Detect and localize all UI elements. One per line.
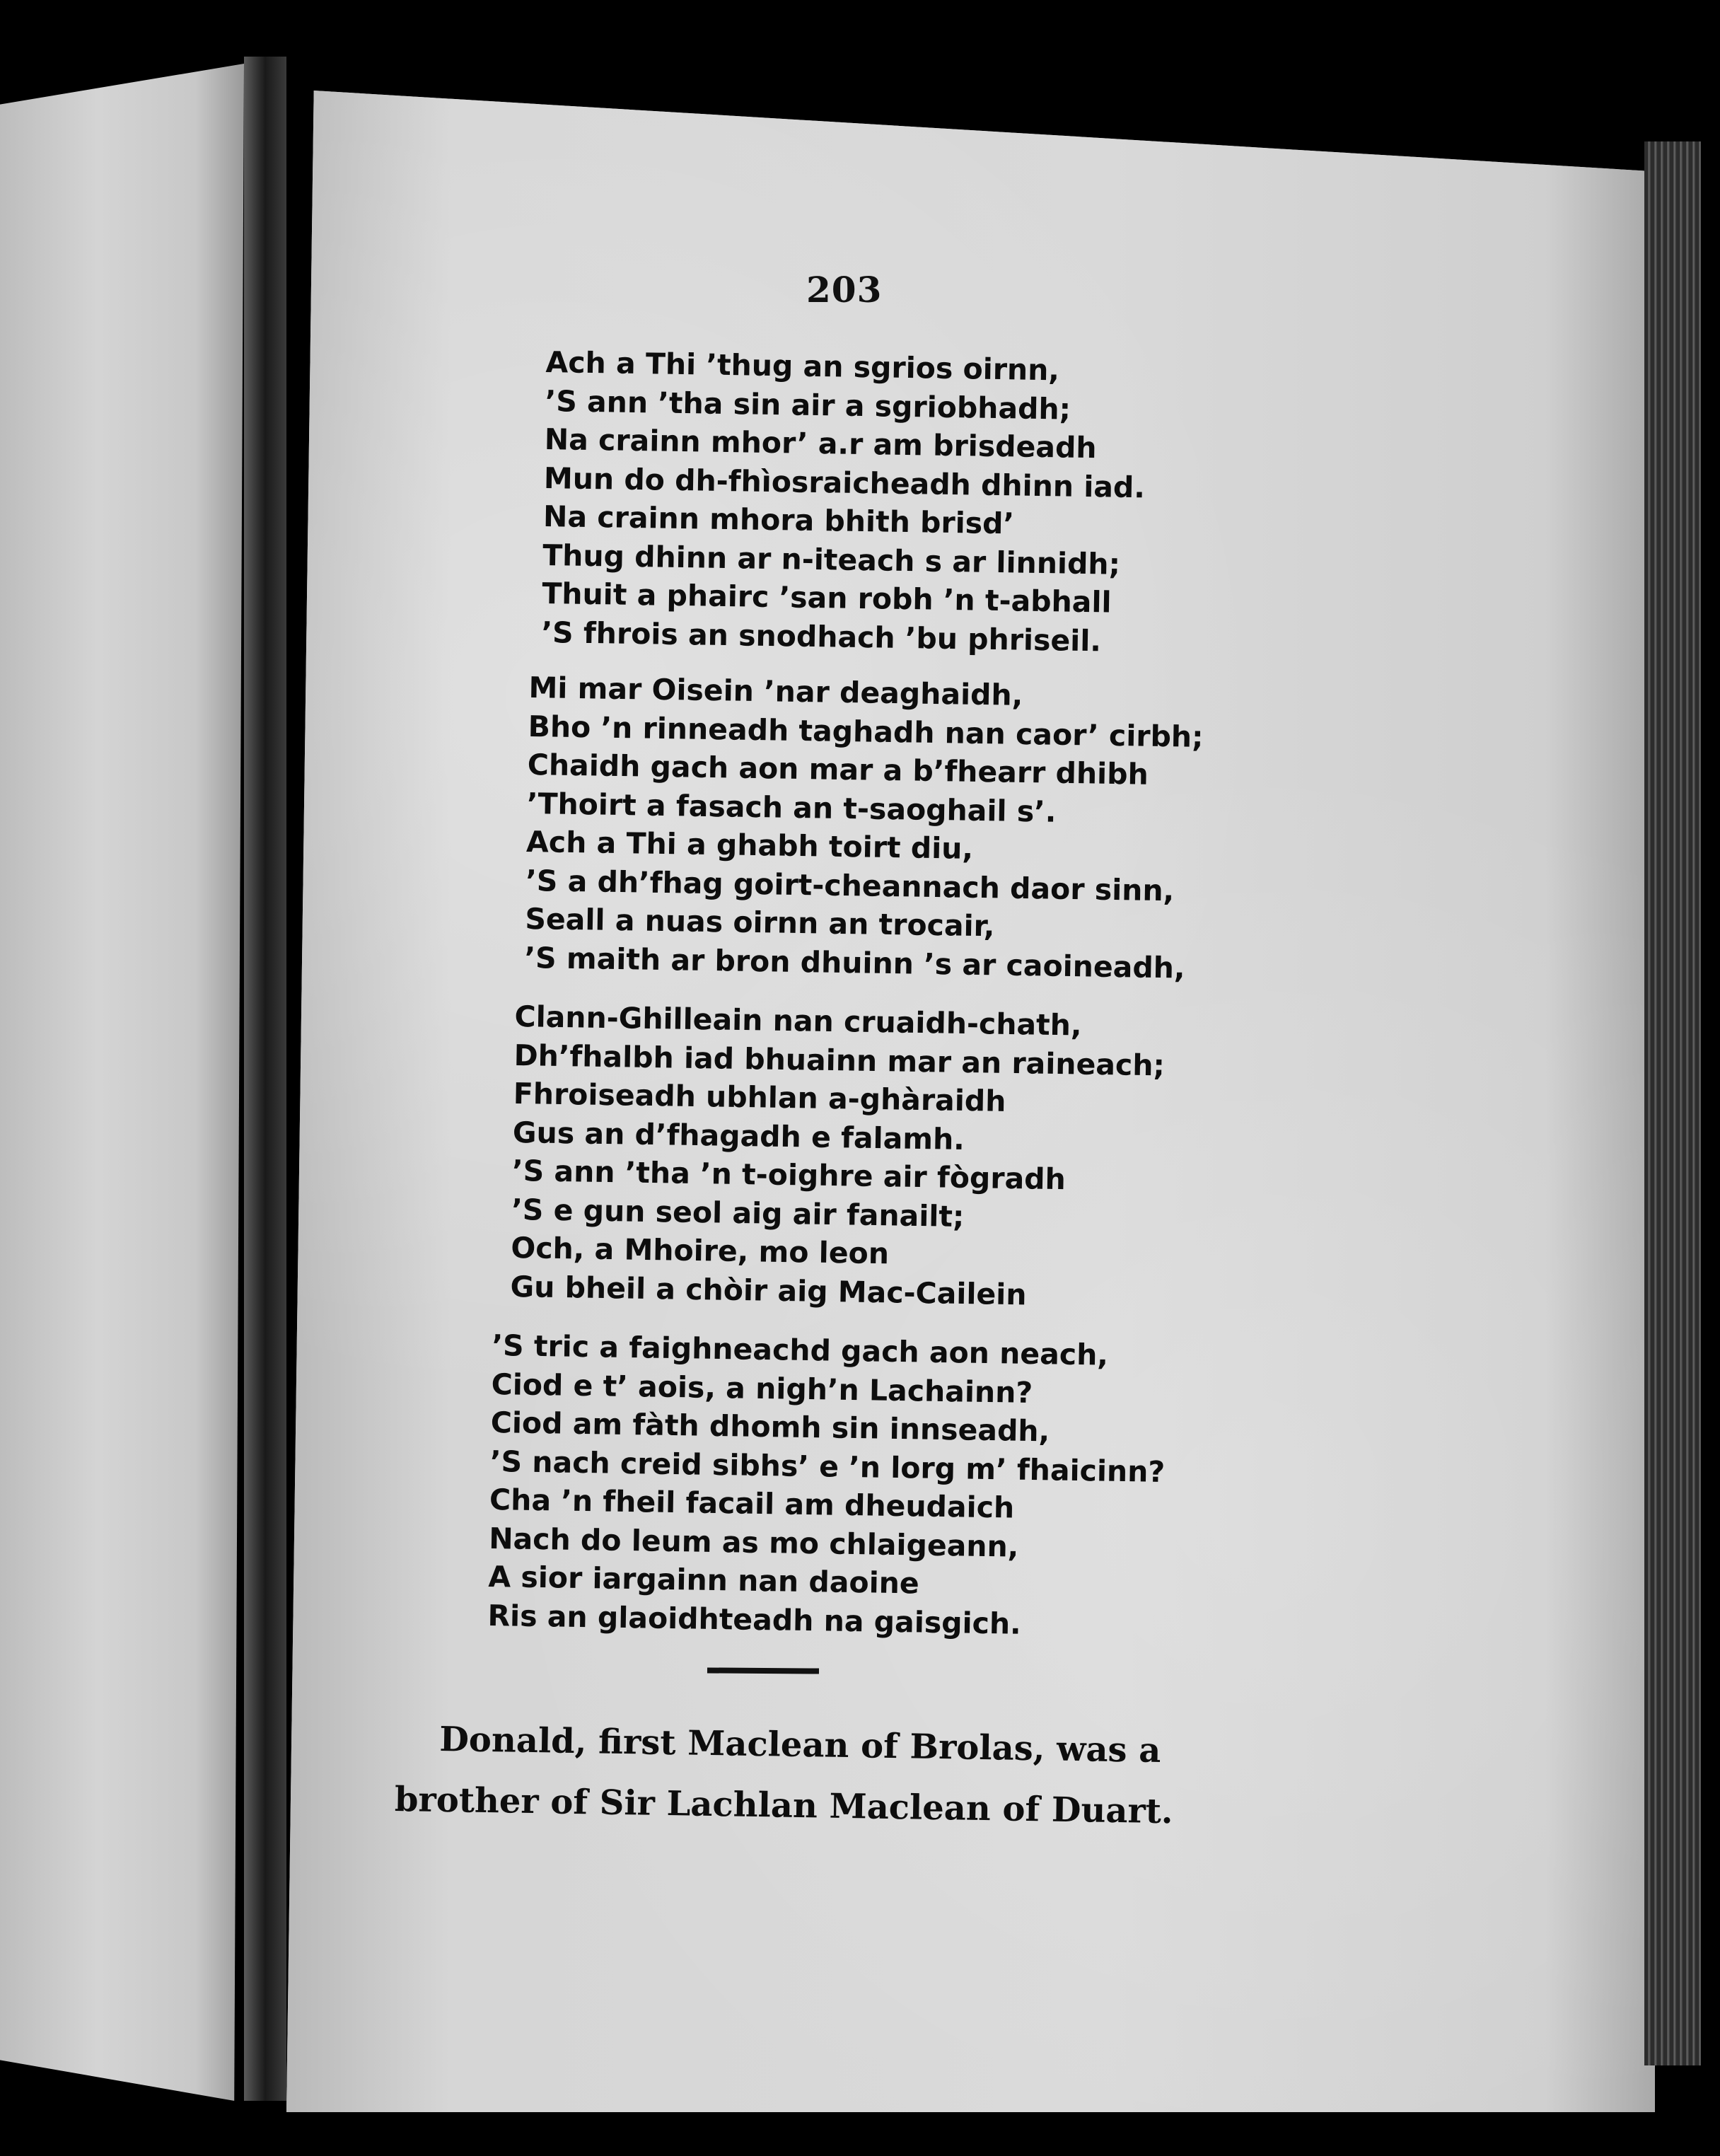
verse-line: ’S ann ’tha ’n t-oighre air fògradh [511, 1153, 1067, 1197]
verse-line: Mi mar Oisein ’nar deaghaidh, [528, 670, 1023, 712]
stanza-3 [510, 997, 1166, 1316]
verse-line: Ris an glaoidhteadh na gaisgich. [487, 1598, 1022, 1641]
book-gutter [244, 57, 286, 2101]
verse-line: Thug dhinn ar n-iteach s ar linnidh; [542, 538, 1121, 581]
verse-line: Seall a nuas oirnn an trocair, [525, 901, 995, 944]
verse-line: ’S fhrois an snodhach ’bu phriseil. [541, 615, 1102, 658]
stanza-4 [487, 1326, 1167, 1645]
verse-line: Bho ’n rinneadh taghadh nan caor’ cirbh; [528, 709, 1204, 754]
verse-line: ’S a dh’fhag goirt-cheannach daor sinn, [525, 863, 1175, 908]
verse-line: A sior iargainn nan daoine [488, 1559, 920, 1601]
verse-line: Nach do leum as mo chlaigeann, [488, 1521, 1019, 1564]
facing-page [0, 64, 244, 2101]
verse-line: Ciod am fàth dhomh sin innseadh, [490, 1405, 1050, 1449]
verse-line: ’S maith ar bron dhuinn ’s ar caoineadh, [524, 940, 1185, 985]
stanza-2 [524, 668, 1204, 987]
verse-line: Chaidh gach aon mar a b’fhearr dhibh [527, 747, 1149, 792]
verse-line: Thuit a phairc ’san robh ’n t-abhall [542, 576, 1112, 620]
footnote [394, 1708, 1174, 1842]
verse-line: Mun do dh-fhìosraicheadh dhinn iad. [543, 460, 1146, 504]
verse-line: Ciod e t’ aois, a nigh’n Lachainn? [491, 1367, 1033, 1410]
verse-line: Fhroiseadh ubhlan a-ghàraidh [513, 1076, 1006, 1118]
verse-line: Gu bheil a chòir aig Mac-Cailein [510, 1269, 1027, 1311]
page-number: 203 [806, 269, 883, 311]
verse-line: Och, a Mhoire, mo leon [511, 1230, 890, 1271]
verse-line: Na crainn mhora bhith brisd’ [542, 499, 1015, 541]
verse-line: Ach a Thi ’thug an sgrios oirnn, [545, 344, 1060, 388]
verse-line: ’S e gun seol aig air fanailt; [511, 1192, 965, 1234]
verse-line: Clann-Ghilleain nan cruaidh-chath, [514, 999, 1082, 1043]
verse-line: ’S ann ’tha sin air a sgriobhadh; [545, 383, 1071, 427]
verse-line: ’S nach creid sibhs’ e ’n lorg m’ fhaicinn? [489, 1444, 1166, 1489]
verse-line: Ach a Thi a ghabh toirt diu, [525, 824, 974, 866]
section-divider [707, 1667, 819, 1674]
footnote-line: Donald, first Maclean of Brolas, was a [438, 1719, 1161, 1770]
page-edges [1644, 141, 1701, 2065]
verse-line: Dh’fhalbh iad bhuainn mar an raineach; [513, 1038, 1166, 1082]
verse-line: Na crainn mhor’ a.r am brisdeadh [544, 422, 1097, 465]
verse-line: Cha ’n fheil facail am dheudaich [489, 1482, 1015, 1525]
verse-line: ’Thoirt a fasach an t-saoghail s’. [526, 786, 1057, 829]
stanza-1 [541, 343, 1147, 661]
footnote-line: brother of Sir Lachlan Maclean of Duart. [394, 1779, 1174, 1832]
verse-line: ’S tric a faighneachd gach aon neach, [492, 1328, 1109, 1372]
verse-line: Gus an d’fhagadh e falamh. [512, 1115, 965, 1157]
